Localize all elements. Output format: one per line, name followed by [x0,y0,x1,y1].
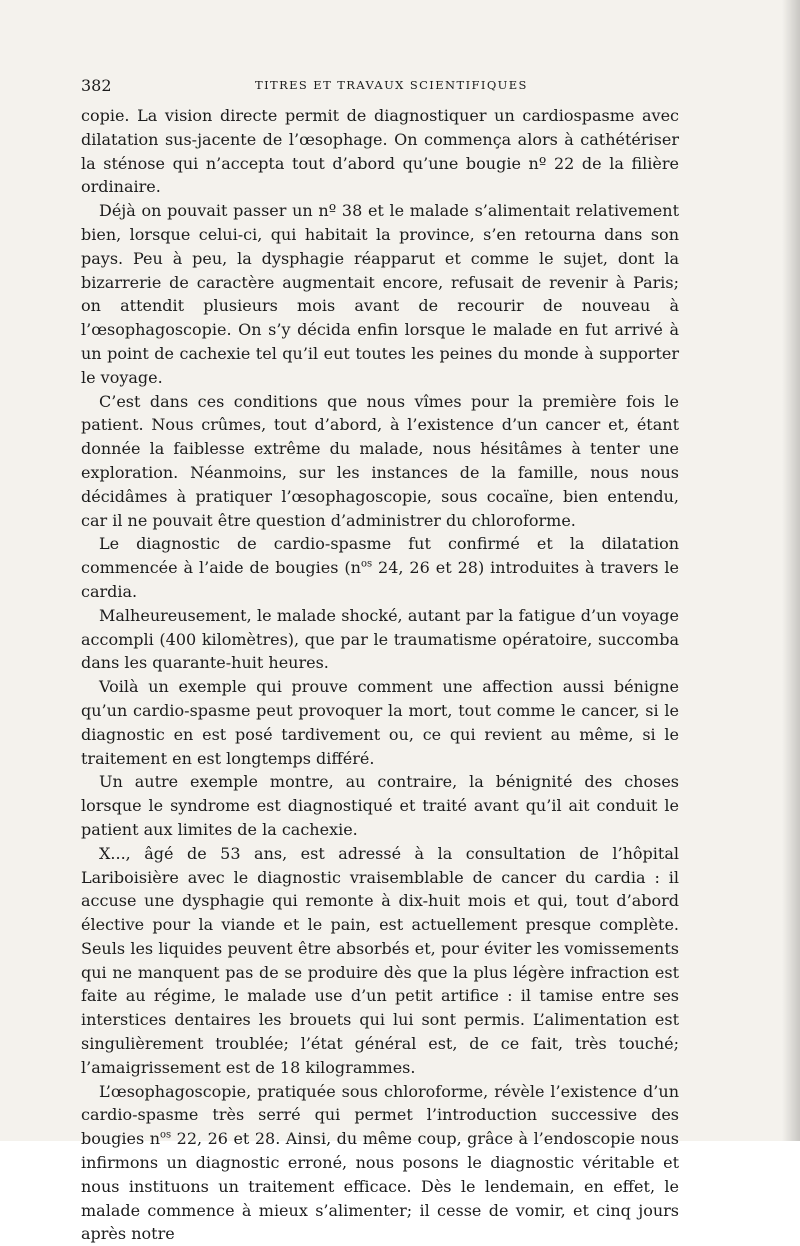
running-title: TITRES ET TRAVAUX SCIENTIFIQUES [255,78,528,92]
superscript: os [160,1129,172,1141]
paragraph-text: Le diagnostic de cardio-spasme fut confirmé et la dilatation commencée à l’aide de bougies (n [81,534,679,578]
superscript: os [360,558,373,570]
paragraph-text: 24, 26 et 28) introduites à travers le cardia. [81,558,679,601]
page-number: 382 [81,76,112,95]
paragraph-text: 22, 26 et 28. Ainsi, du même coup, grâce à l’endoscopie nous infirmons un diagnostic erroné, nous posons le diagnostic véritable et nous instituons un traitement efficace. Dès le lendemain, en effet, le malade commence à mieux s’alimenter; il cesse de vomir, et cinq jours après notre [81,1129,679,1244]
page-header [81,70,721,100]
paragraph: C’est dans ces conditions que nous vîmes pour la première fois le patient. Nous crûmes, tout d’abord, à l’existence d’un cancer et, étant donnée la faiblesse extrême du malade, nous hésitâmes à tenter une exploration. Néanmoins, sur les instances de la famille, nous nous décidâmes à pratiquer l’œsophagoscopie, sous cocaïne, bien entendu, car il ne pouvait être question d’administrer du chloroforme. [81,391,679,530]
body-text [81,104,679,1246]
paragraph: X..., âgé de 53 ans, est adressé à la consultation de l’hôpital Lariboisière avec le diagnostic vraisemblable de cancer du cardia : il accuse une dysphagie qui remonte à dix-huit mois et qui, tout d’abord élective pour la viande et le pain, est actuellement presque complète. Seuls les liquides peuvent être absorbés et, pour éviter les vomissements qui ne manquent pas de se produire dès que la plus légère infraction est faite au régime, le malade use d’un petit artifice : il tamise entre ses interstices dentaires les brouets qui lui sont permis. L’alimentation est singulièrement troublée; l’état général est, de ce fait, très touché; l’amaigrissement est de 18 kilogrammes. [81,843,679,1077]
paragraph: Un autre exemple montre, au contraire, la bénignité des choses lorsque le syndrome est diagnostiqué et traité avant qu’il ait conduit le patient aux limites de la cachexie. [81,772,679,839]
paragraph: Malheureusement, le malade shocké, autant par la fatigue d’un voyage accompli (400 kilomètres), que par le traumatisme opératoire, succomba dans les quarante-huit heures. [81,605,679,673]
paragraph-text: L’œsophagoscopie, pratiquée sous chloroforme, révèle l’existence d’un cardio-spasme très serré qui permet l’introduction successive des bougies n [81,1081,679,1149]
paragraph [81,1080,679,1246]
page-edge-shadow [782,0,800,1141]
paragraph: copie. La vision directe permit de diagnostiquer un cardiospasme avec dilatation sus-jacente de l’œsophage. On commença alors à cathétériser la sténose qui n’accepta tout d’abord qu’une bougie nº 22 de la filière ordinaire. [81,106,679,197]
paragraph: Voilà un exemple qui prouve comment une affection aussi bénigne qu’un cardio-spasme peut provoquer la mort, tout comme le cancer, si le diagnostic en est posé tardivement ou, ce qui revient au même, si le traitement en est longtemps différé. [81,677,679,768]
paragraph [81,532,679,603]
paragraph: Déjà on pouvait passer un nº 38 et le malade s’alimentait relativement bien, lorsque celui-ci, qui habitait la province, s’en retourna dans son pays. Peu à peu, la dysphagie réapparut et comme le sujet, dont la bizarrerie de caractère augmentait encore, refusait de revenir à Paris; on attendit plusieurs mois avant de recourir de nouveau à l’œsophagoscopie. On s’y décida enfin lorsque le malade en fut arrivé à un point de cachexie tel qu’il eut toutes les peines du monde à supporter le voyage. [81,201,679,387]
